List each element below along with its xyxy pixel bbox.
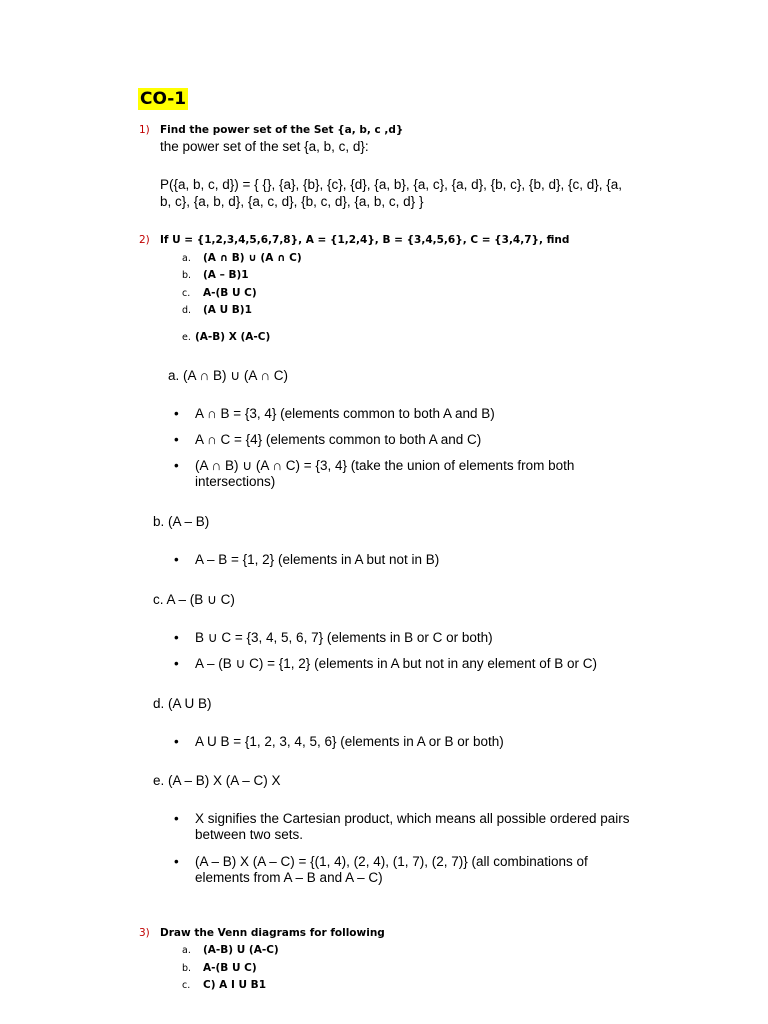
answer-bullet: (A ∩ B) ∪ (A ∩ C) = {3, 4} (take the union of elements from both intersections) <box>195 458 575 489</box>
part-text: (A – B)1 <box>203 269 249 281</box>
part-label: d. <box>182 305 192 316</box>
bullet-icon: • <box>174 552 179 567</box>
part-label: b. <box>182 270 192 281</box>
answer-bullet: A – (B ∪ C) = {1, 2} (elements in A but not in any element of B or C) <box>195 656 597 671</box>
answer-bullet: A ∩ B = {3, 4} (elements common to both A and B) <box>195 406 495 421</box>
bullet-icon: • <box>174 406 179 421</box>
part-label: a. <box>182 253 191 264</box>
answer-bullet: (A – B) X (A – C) = {(1, 4), (2, 4), (1, 7), (2, 7)} (all combinations of elements from A – B and A – C) <box>195 854 588 885</box>
bullet-icon: • <box>174 458 179 473</box>
answer-bullet: B ∪ C = {3, 4, 5, 6, 7} (elements in B or C or both) <box>195 630 493 645</box>
bullet-icon: • <box>174 630 179 645</box>
answer-bullet: A U B = {1, 2, 3, 4, 5, 6} (elements in A or B or both) <box>195 734 504 749</box>
answer-title: b. (A – B) <box>153 514 210 529</box>
answer-line: b, c}, {a, b, d}, {a, c, d}, {b, c, d}, {a, b, c, d} } <box>160 194 424 209</box>
bullet-icon: • <box>174 854 179 869</box>
part-label: c. <box>182 980 191 991</box>
answer-title: a. (A ∩ B) ∪ (A ∩ C) <box>168 368 289 383</box>
question-text: Draw the Venn diagrams for following <box>160 927 385 939</box>
part-text: (A ∩ B) ∪ (A ∩ C) <box>203 252 302 264</box>
part-text: C) A I U B1 <box>203 979 266 991</box>
answer-bullet: A ∩ C = {4} (elements common to both A and C) <box>195 432 482 447</box>
bullet-icon: • <box>174 811 179 826</box>
bullet-icon: • <box>174 734 179 749</box>
part-label: e. <box>182 332 191 343</box>
part-label: a. <box>182 945 191 956</box>
part-text: (A-B) X (A-C) <box>195 331 271 343</box>
question-text: If U = {1,2,3,4,5,6,7,8}, A = {1,2,4}, B = {3,4,5,6}, C = {3,4,7}, find <box>160 234 570 246</box>
answer-line: P({a, b, c, d}) = { {}, {a}, {b}, {c}, {d}, {a, b}, {a, c}, {a, d}, {b, c}, {b, d}, {c, d}, {a, <box>160 177 623 192</box>
section-heading: CO-1 <box>140 89 187 109</box>
part-text: A-(B U C) <box>203 962 257 974</box>
answer-intro: the power set of the set {a, b, c, d}: <box>160 139 369 154</box>
question-number: 2) <box>139 234 150 246</box>
bullet-icon: • <box>174 656 179 671</box>
answer-bullet: A – B = {1, 2} (elements in A but not in B) <box>195 552 440 567</box>
question-number: 1) <box>139 124 150 136</box>
part-text: (A-B) U (A-C) <box>203 944 279 956</box>
part-text: (A U B)1 <box>203 304 252 316</box>
answer-title: c. A – (B ∪ C) <box>153 592 235 607</box>
part-text: A-(B U C) <box>203 287 257 299</box>
question-text: Find the power set of the Set {a, b, c ,d} <box>160 124 404 136</box>
part-label: c. <box>182 288 191 299</box>
part-label: b. <box>182 963 192 974</box>
answer-title: d. (A U B) <box>153 696 212 711</box>
bullet-icon: • <box>174 432 179 447</box>
question-number: 3) <box>139 927 150 939</box>
answer-title: e. (A – B) X (A – C) X <box>153 773 281 788</box>
answer-bullet: X signifies the Cartesian product, which means all possible ordered pairs between two sets. <box>195 811 630 842</box>
